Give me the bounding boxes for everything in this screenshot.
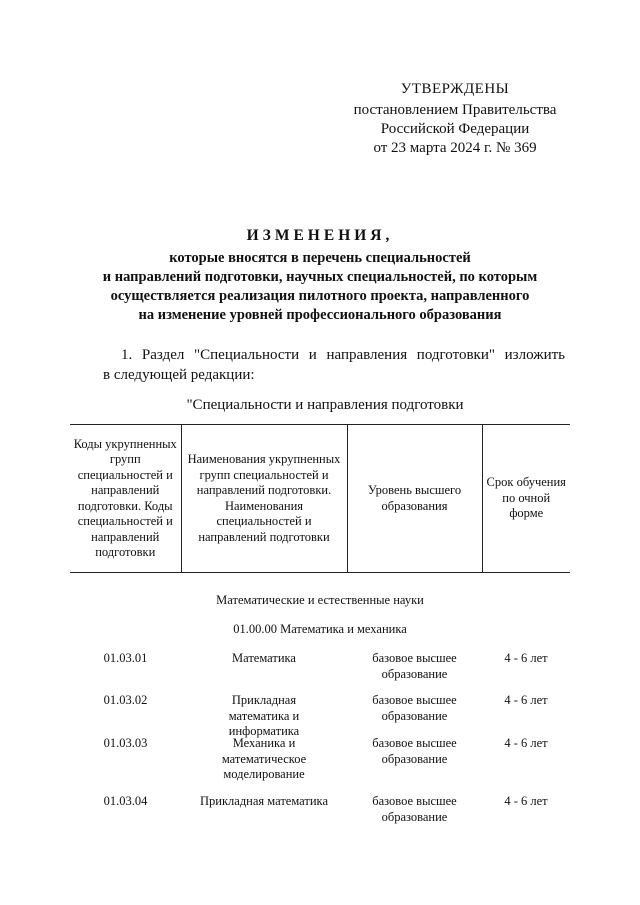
header-level: Уровень высшего образования xyxy=(347,425,482,573)
title-line-2: и направлений подготовки, научных специальностей, по которым xyxy=(102,269,538,285)
row-code: 01.03.02 xyxy=(103,693,148,707)
row-level: базовое высшее образование xyxy=(372,693,457,723)
header-codes: Коды укрупненных групп специальностей и направлений подготовки. Коды специальностей и направлений подготовки xyxy=(70,425,181,573)
paragraph-line-1: 1. Раздел "Специальности и направления подготовки" изложить xyxy=(121,347,565,363)
section-heading: Математические и естественные науки xyxy=(216,593,424,607)
row-code: 01.03.03 xyxy=(103,736,148,750)
approval-heading: УТВЕРЖДЕНЫ xyxy=(400,81,510,97)
document-title xyxy=(70,226,570,325)
row-term: 4 - 6 лет xyxy=(504,693,548,707)
approval-line-3: от 23 марта 2024 г. № 369 xyxy=(373,140,537,156)
paragraph-line-2: в следующей редакции: xyxy=(103,367,255,383)
row-name: Математика xyxy=(232,651,296,665)
row-term: 4 - 6 лет xyxy=(504,651,548,665)
row-term: 4 - 6 лет xyxy=(504,794,548,808)
approval-block xyxy=(345,80,565,158)
row-code: 01.03.04 xyxy=(103,794,148,808)
row-code: 01.03.01 xyxy=(103,651,148,665)
row-name: Механика и математическое моделирование xyxy=(221,736,307,781)
paragraph-1 xyxy=(103,345,565,385)
header-names: Наименования укрупненных групп специальностей и направлений подготовки. Наименования специальностей и направлений подготовки xyxy=(181,425,347,573)
row-level: базовое высшее образование xyxy=(372,794,457,824)
title-line-1: которые вносятся в перечень специальностей xyxy=(169,250,471,266)
approval-line-2: Российской Федерации xyxy=(380,121,530,137)
title-line-3: осуществляется реализация пилотного проекта, направленного xyxy=(110,288,530,304)
table-caption: "Специальности и направления подготовки xyxy=(186,397,464,413)
table-header xyxy=(70,424,570,573)
row-name: Прикладная математика и информатика xyxy=(228,693,300,738)
row-name: Прикладная математика xyxy=(200,794,328,808)
group-heading: 01.00.00 Математика и механика xyxy=(233,622,407,636)
row-level: базовое высшее образование xyxy=(372,651,457,681)
row-term: 4 - 6 лет xyxy=(504,736,548,750)
title-main: ИЗМЕНЕНИЯ, xyxy=(246,227,394,244)
row-level: базовое высшее образование xyxy=(372,736,457,766)
header-term: Срок обучения по очной форме xyxy=(482,425,570,573)
title-line-4: на изменение уровней профессионального образования xyxy=(138,307,502,323)
approval-line-1: постановлением Правительства xyxy=(353,102,557,118)
